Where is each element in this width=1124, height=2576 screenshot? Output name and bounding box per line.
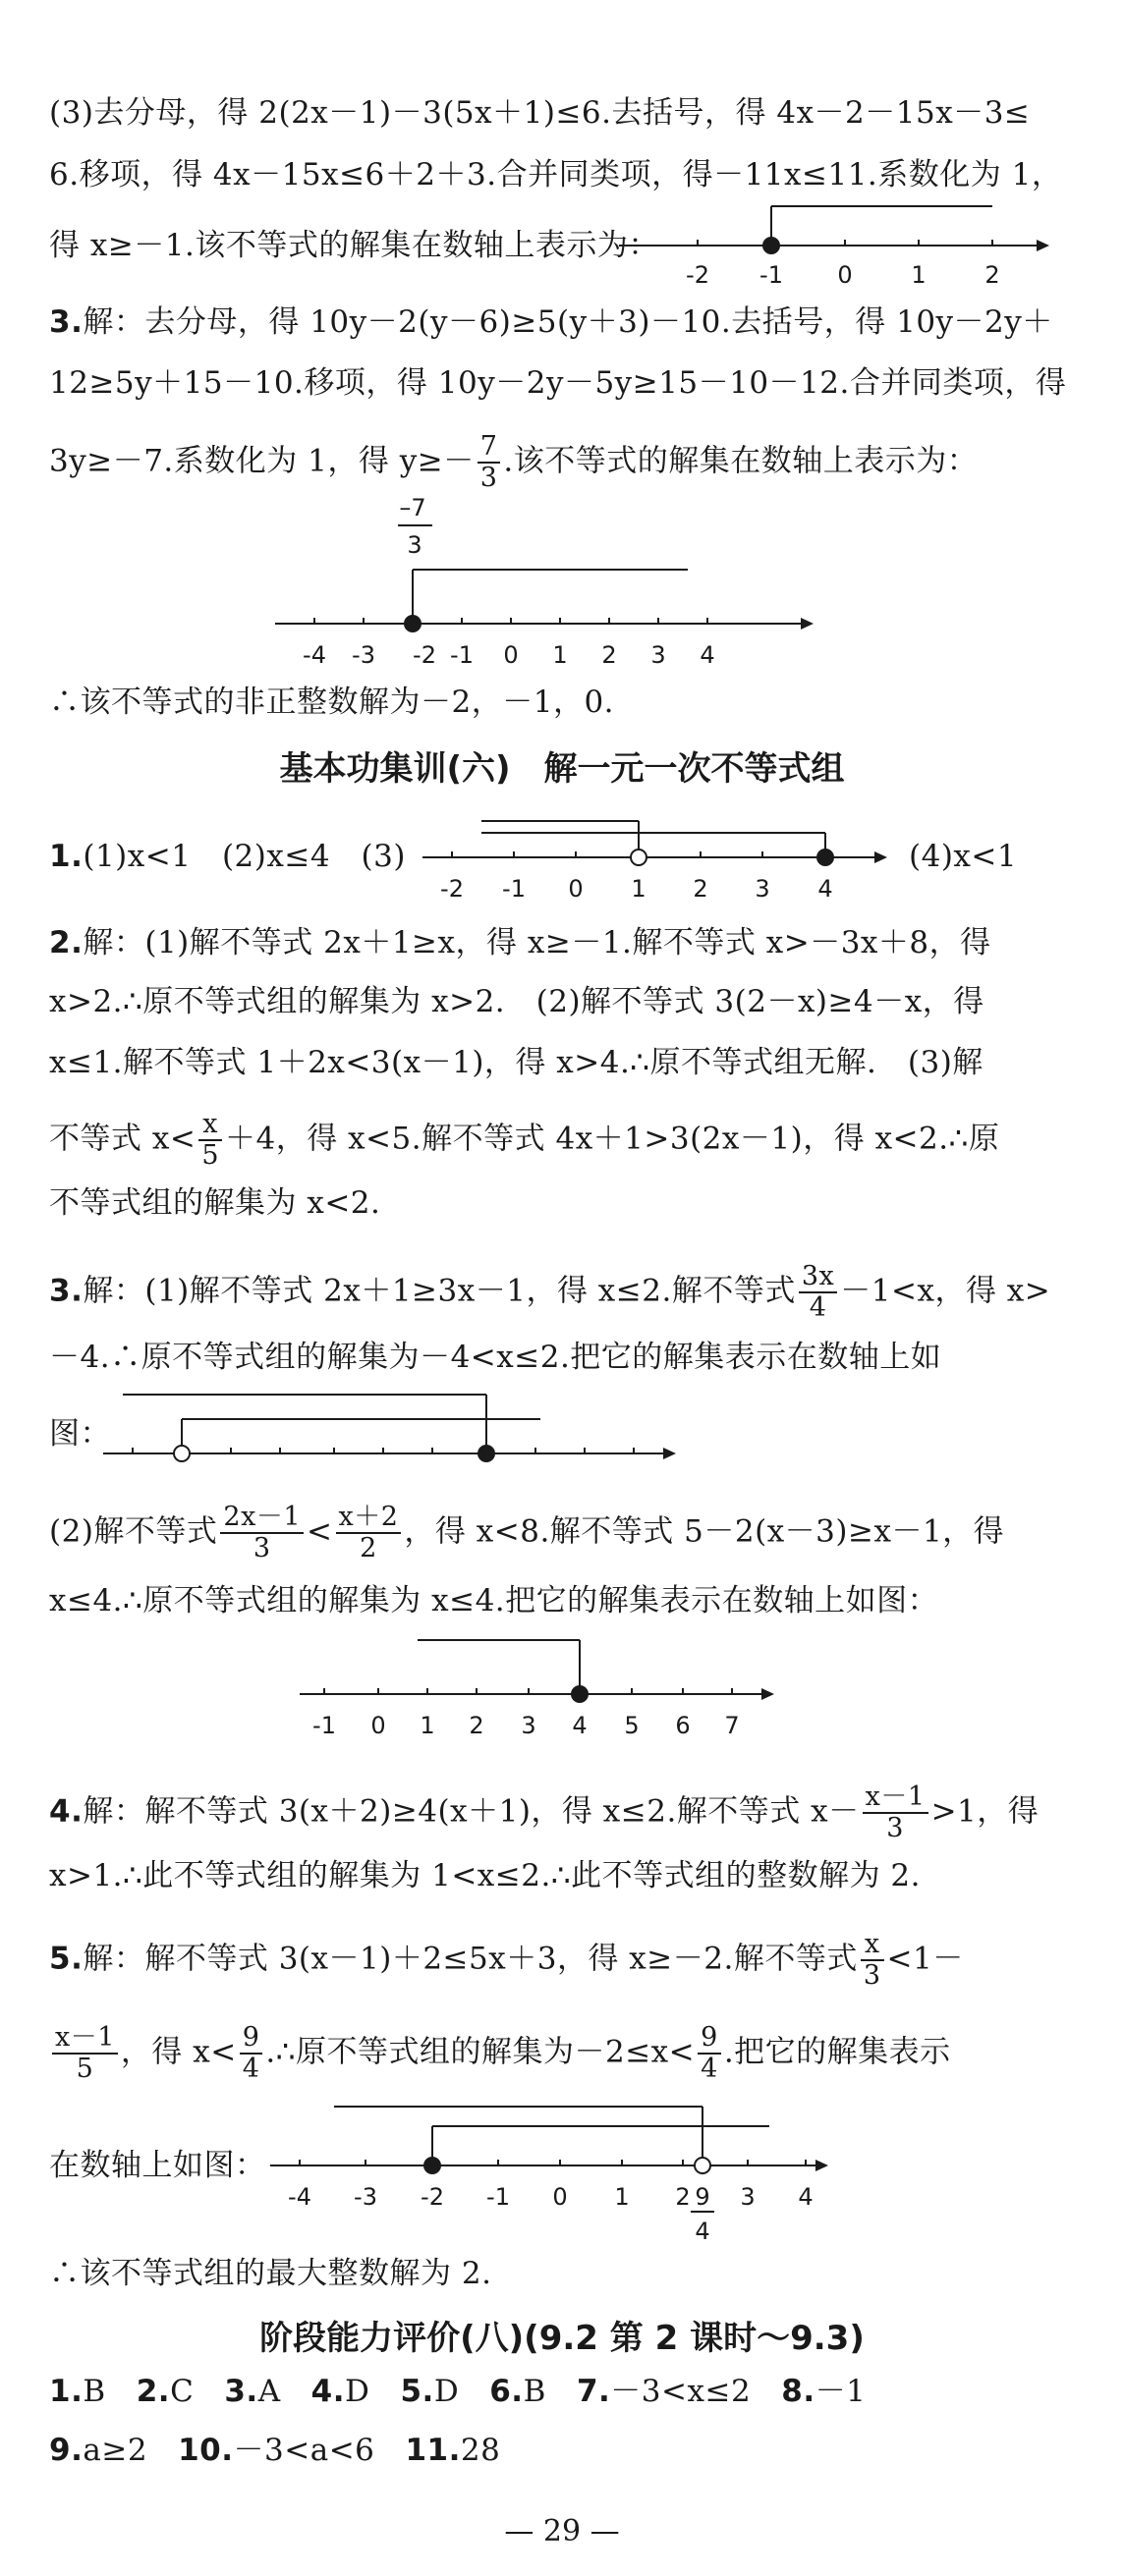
text-line: 得 x≥－1.该不等式的解集在数轴上表示为： — [49, 228, 659, 263]
text-line: x≤1.解不等式 1＋2x<3(x－1)，得 x>4.∴原不等式组无解. (3)解 — [49, 1045, 984, 1080]
tick-label: -1 — [312, 1712, 336, 1739]
text-line: 3y≥－7.系数化为 1，得 y≥－ $\frac{7}{3}$ .该不等式的解集在数轴上表示为： — [49, 431, 979, 493]
tick-label: 1 — [552, 641, 568, 669]
fraction: $\frac{2x-1}{3}$ — [220, 1503, 304, 1563]
tick-label: 1 — [631, 875, 646, 903]
text-line: x>2.∴原不等式组的解集为 x>2. (2)解不等式 3(2－x)≥4－x，得 — [49, 984, 984, 1019]
fraction: $\frac{7}{3}$ — [478, 432, 501, 493]
text-line: 图： — [49, 1416, 111, 1452]
tick-label: -2 — [421, 2183, 444, 2211]
tick-label: -2 — [686, 261, 709, 289]
tick-label: 3 — [521, 1712, 536, 1739]
tick-label: -4 — [288, 2183, 311, 2211]
tick-label: 3 — [650, 641, 666, 669]
tick-label: 2 — [984, 261, 1000, 289]
item-number: 4. — [49, 1793, 84, 1830]
tick-label: -3 — [352, 641, 375, 669]
text-line: (2)解不等式 $\frac{2x-1}{3}$ < $\frac{x+2}{2}$ ，得 x<8.解不等式 5－2(x－3)≥x－1，得 — [49, 1502, 1005, 1563]
tick-label: -4 — [303, 641, 326, 669]
tick-label: 0 — [552, 2183, 568, 2211]
fraction: $\frac{9}{4}$ — [240, 2023, 263, 2084]
fraction: $\frac{x+2}{2}$ — [336, 1503, 402, 1563]
fraction: $\frac{x-1}{3}$ — [863, 1782, 928, 1843]
text-line: －4.∴原不等式组的解集为－4<x≤2.把它的解集表示在数轴上如 — [49, 1340, 942, 1375]
tick-label: -1 — [502, 875, 526, 903]
page-number: — 29 — — [504, 2514, 620, 2549]
tick-label: 2 — [675, 2183, 691, 2211]
text-line: 5.解：解不等式 3(x－1)＋2≤5x＋3，得 x≥－2.解不等式 $\frac{x}{3}$ <1－ — [49, 1929, 964, 1991]
number-line-5 — [300, 1635, 791, 1743]
number-line-2 — [275, 494, 825, 673]
number-line-6 — [270, 2087, 840, 2254]
tick-label: 2 — [693, 875, 708, 903]
item-number: 5. — [49, 1941, 84, 1977]
tick-label: 0 — [837, 261, 853, 289]
text-line: 3.解：(1)解不等式 2x＋1≥3x－1，得 x≤2.解不等式 $\frac{3x}{4}$ －1<x，得 x> — [49, 1261, 1051, 1323]
text-line: ∴该不等式组的最大整数解为 2. — [49, 2256, 492, 2291]
tick-label: 1 — [911, 261, 927, 289]
text-line: 在数轴上如图： — [49, 2148, 266, 2183]
text-line: (4)x<1 — [909, 839, 1018, 874]
item-number: 1. — [49, 839, 84, 874]
axis-fraction-num: 7 — [411, 494, 426, 521]
text-line: 1.(1)x<1 (2)x≤4 (3) — [49, 839, 406, 874]
text-line: 4.解：解不等式 3(x＋2)≥4(x＋1)，得 x≤2.解不等式 x－ $\frac{x-1}{3}$ >1，得 — [49, 1781, 1040, 1843]
tick-label: -2 — [413, 641, 436, 669]
axis-fraction-den: 3 — [407, 531, 422, 559]
text-line: (3)去分母，得 2(2x－1)－3(5x＋1)≤6.去括号，得 4x－2－15x－3≤ — [49, 95, 1031, 131]
fraction: $\frac{x}{3}$ — [861, 1930, 884, 1991]
item-number: 3. — [49, 1273, 84, 1309]
svg-text:–7: –7 — [399, 494, 426, 521]
item-number: 3. — [49, 304, 84, 340]
text-line: 2.解：(1)解不等式 2x＋1≥x，得 x≥－1.解不等式 x>－3x＋8，得 — [49, 925, 991, 960]
section-heading: 阶段能力评价(八)(9.2 第 2 课时～9.3) — [259, 2319, 865, 2358]
tick-label: -1 — [450, 641, 474, 669]
text-line: 3.解：去分母，得 10y－2(y－6)≥5(y＋3)－10.去括号，得 10y－2y＋ — [49, 304, 1053, 340]
text-line: x>1.∴此不等式组的解集为 1<x≤2.∴此不等式组的整数解为 2. — [49, 1858, 921, 1893]
text-line: x≤4.∴原不等式组的解集为 x≤4.把它的解集表示在数轴上如图： — [49, 1583, 939, 1618]
tick-label: 2 — [469, 1712, 484, 1739]
text-line: 12≥5y＋15－10.移项，得 10y－2y－5y≥15－10－12.合并同类项，得 — [49, 365, 1067, 401]
tick-label: 4 — [798, 2183, 814, 2211]
tick-label: 7 — [724, 1712, 740, 1739]
fraction: $\frac{9}{4}$ — [698, 2023, 721, 2084]
text-line: ∴该不等式的非正整数解为－2，－1，0. — [49, 685, 615, 720]
tick-label: -1 — [759, 261, 783, 289]
tick-label: 1 — [614, 2183, 630, 2211]
text-line: 6.移项，得 4x－15x≤6＋2＋3.合并同类项，得－11x≤11.系数化为 1， — [49, 157, 1063, 192]
section-heading: 基本功集训(六) 解一元一次不等式组 — [279, 749, 845, 789]
fraction: $\frac{x-1}{5}$ — [52, 2023, 118, 2084]
axis-fraction-num: 9 — [695, 2183, 710, 2211]
tick-label: 1 — [420, 1712, 435, 1739]
number-line-1 — [619, 196, 1051, 295]
tick-label: 3 — [755, 875, 770, 903]
text-line: $\frac{x-1}{5}$ ，得 x< $\frac{9}{4}$ .∴原不等式组的解集为－2≤x< $\frac{9}{4}$ .把它的解集表示 — [49, 2023, 951, 2084]
fraction: $\frac{3x}{4}$ — [799, 1262, 837, 1323]
tick-label: -2 — [440, 875, 464, 903]
tick-label: 4 — [572, 1712, 588, 1739]
fraction: $\frac{x}{5}$ — [198, 1110, 222, 1171]
text-line: 不等式 x< $\frac{x}{5}$ ＋4，得 x<5.解不等式 4x＋1>3(2x－1)，得 x<2.∴原 — [49, 1109, 1000, 1171]
tick-label: -1 — [486, 2183, 510, 2211]
item-number: 2. — [49, 925, 84, 960]
tick-label: 2 — [601, 641, 617, 669]
tick-label: 0 — [568, 875, 584, 903]
number-line-4 — [103, 1390, 693, 1458]
tick-label: 0 — [503, 641, 519, 669]
tick-label: -3 — [354, 2183, 377, 2211]
tick-label: 5 — [624, 1712, 640, 1739]
tick-label: 0 — [370, 1712, 386, 1739]
answer-row: 9.a≥2 10.－3<a<6 11.28 — [49, 2433, 501, 2468]
text-line: 不等式组的解集为 x<2. — [49, 1185, 381, 1221]
tick-label: 3 — [740, 2183, 756, 2211]
tick-label: 6 — [675, 1712, 691, 1739]
answer-row: 1.B 2.C 3.A 4.D 5.D 6.B 7.－3<x≤2 8.－1 — [49, 2374, 867, 2409]
number-line-3 — [422, 803, 894, 911]
tick-label: 4 — [817, 875, 833, 903]
tick-label: 4 — [700, 641, 715, 669]
axis-fraction-den: 4 — [695, 2218, 710, 2245]
